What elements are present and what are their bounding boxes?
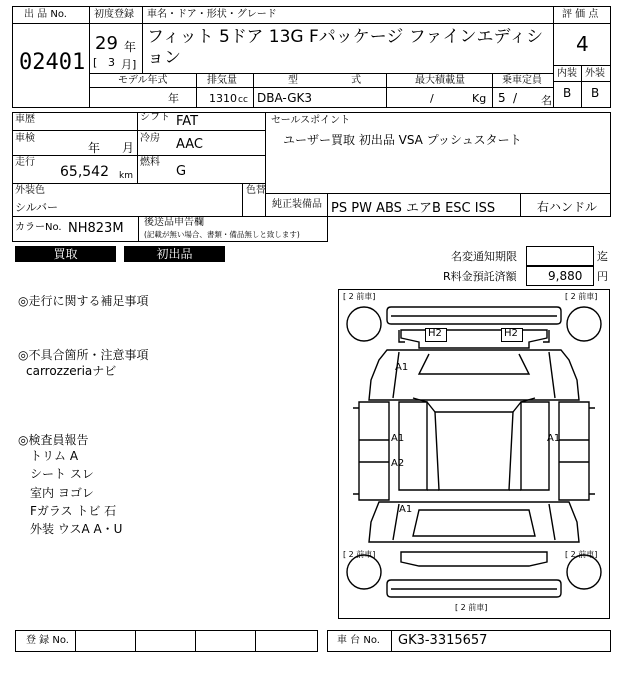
equip-label: 純正装備品 <box>272 199 322 210</box>
tag-first-listing: 初出品 <box>124 246 225 262</box>
insp-year-unit: 年 <box>88 141 101 155</box>
wheel-rear-right <box>567 555 601 589</box>
reg-no-label: 登 録 No. <box>26 635 69 646</box>
equip-div-1 <box>327 193 328 217</box>
capacity-unit: 名 <box>541 94 552 107</box>
name-change-label: 名変通知期限 <box>451 250 517 263</box>
right-body <box>559 402 589 500</box>
color-value: シルバー <box>15 201 58 214</box>
reg-month-open: [ <box>93 56 98 69</box>
insp-month-unit: 月 <box>122 141 135 155</box>
car-diagram-outline <box>339 290 609 618</box>
history-label: 車歴 <box>15 114 35 125</box>
reg-month-close: 月] <box>121 58 137 71</box>
corner-tag-top-left: [ 2 前車] <box>343 292 376 301</box>
name-change-unit: 迄 <box>597 250 608 263</box>
corner-tag-bottom-right: [ 2 前車] <box>565 550 598 559</box>
post-note: (記載が無い場合、書類・備品無しと致します) <box>144 230 300 239</box>
spec-div-3 <box>386 73 387 108</box>
reg-no-div-4 <box>255 630 256 652</box>
spec-div-1 <box>196 73 197 108</box>
corner-tag-bottom-left: [ 2 前車] <box>343 550 376 559</box>
drive-value: 右ハンドル <box>537 200 598 214</box>
color-change-label: 色替 <box>246 185 266 196</box>
displacement-value: 1310 <box>209 92 237 105</box>
first-reg-label-line <box>89 6 143 24</box>
damage-front-a1: A1 <box>395 362 409 373</box>
h2-right-label: H2 <box>504 328 518 339</box>
interior-grade: B <box>563 86 572 100</box>
damage-left-door-a1: A1 <box>391 433 405 444</box>
chassis-label: 車 台 No. <box>337 635 380 646</box>
model-year-unit: 年 <box>168 92 179 105</box>
recycle-label: R料金預託済額 <box>443 270 517 283</box>
roof <box>435 412 513 490</box>
mileage-unit: km <box>119 171 133 181</box>
damage-left-door-a2: A2 <box>391 458 405 469</box>
wheel-rear-left <box>347 555 381 589</box>
spec-div-4 <box>492 73 493 108</box>
lot-label: 出 品 No. <box>24 9 67 20</box>
ac-value: AAC <box>176 137 203 152</box>
sales-text: ユーザー買取 初出品 VSA プッシュスタート <box>283 133 522 147</box>
report-line: トリム A <box>30 449 79 463</box>
displacement-unit: cc <box>238 95 248 105</box>
fuel-value: G <box>176 164 187 179</box>
reg-no-div-3 <box>195 630 196 652</box>
left-body <box>359 402 389 500</box>
fuel-label: 燃料 <box>140 157 160 168</box>
load-unit: Kg <box>472 92 487 105</box>
ac-label: 冷房 <box>140 133 160 144</box>
score-label: 評 価 点 <box>562 9 599 20</box>
details-mid-hline-1 <box>137 130 266 131</box>
shift-label: シフト <box>140 112 170 123</box>
first-reg-label: 初度登録 <box>94 9 134 20</box>
recycle-amount: 9,880 <box>548 269 583 283</box>
defects-title: ◎不具合箇所・注意事項 <box>18 348 149 362</box>
h2-left-label: H2 <box>428 328 442 339</box>
load-label: 最大積載量 <box>415 75 465 86</box>
car-name-label: 車名・ドア・形状・グレード <box>147 9 277 20</box>
sales-label: セールスポイント <box>271 115 351 126</box>
damage-right-door-a1: A1 <box>547 433 561 444</box>
report-line: 室内 ヨゴレ <box>30 486 94 500</box>
corner-tag-bottom-mid: [ 2 前車] <box>455 603 488 612</box>
model-label: 型 式 <box>288 75 362 86</box>
cabin <box>399 402 427 490</box>
capacity-value: 5 <box>498 91 506 105</box>
chassis-label-div <box>391 630 392 652</box>
car-diagram <box>338 289 610 619</box>
color-change-div <box>242 183 243 217</box>
grade-grid-divider <box>581 65 582 108</box>
hood <box>369 350 579 400</box>
report-line: Fガラス トビ 石 <box>30 504 117 518</box>
chassis-number: GK3-3315657 <box>398 633 488 648</box>
spec-row-hline <box>89 87 554 88</box>
exterior-label: 外装 <box>585 68 605 79</box>
reg-year: 29 <box>95 33 118 54</box>
mileage-value: 65,542 <box>60 164 109 180</box>
recycle-unit: 円 <box>597 270 608 283</box>
color-no-label: カラーNo. <box>15 222 62 233</box>
spec-div-2 <box>253 73 254 108</box>
defects-text: carrozzeriaナビ <box>26 364 117 378</box>
equip-div-2 <box>520 193 521 217</box>
damage-rear-a1: A1 <box>399 504 413 515</box>
report-line: シート スレ <box>30 467 94 481</box>
model-year-label: モデル年式 <box>118 75 168 86</box>
reg-no-div-2 <box>135 630 136 652</box>
reg-year-unit: 年 <box>124 40 137 54</box>
details-mid-hline-2 <box>137 155 266 156</box>
car-name-label-line <box>142 6 554 24</box>
lot-number: 02401 <box>19 50 86 75</box>
car-name: フィット 5ドア 13G Fパッケージ ファインエディション <box>147 27 544 68</box>
reg-month: 3 <box>108 56 115 69</box>
inspection-label: 車検 <box>15 133 35 144</box>
report-line: 外装 ウスA A・U <box>30 522 123 536</box>
displacement-label: 排気量 <box>207 75 237 86</box>
model-code: DBA-GK3 <box>257 91 312 105</box>
corner-tag-top-right: [ 2 前車] <box>565 292 598 301</box>
exterior-grade: B <box>591 86 600 100</box>
capacity-label: 乗車定員 <box>502 75 542 86</box>
report-title: ◎検査員報告 <box>18 433 89 447</box>
reg-no-label-div <box>75 630 76 652</box>
mileage-label: 走行 <box>15 157 35 168</box>
details-hline-2 <box>12 155 138 156</box>
tag-purchase: 買取 <box>15 246 116 262</box>
interior-label: 内装 <box>557 68 577 79</box>
driving-notes-title: ◎走行に関する補足事項 <box>18 294 149 308</box>
post-label: 後送品申告欄 <box>144 217 204 228</box>
wheel-front-left <box>347 307 381 341</box>
rear-bumper <box>401 552 547 566</box>
color-label: 外装色 <box>15 185 45 196</box>
capacity-sep: / <box>513 91 518 105</box>
shift-value: FAT <box>176 114 199 129</box>
score-value: 4 <box>576 32 589 56</box>
color-no-value: NH823M <box>68 221 124 236</box>
grade-grid-hline <box>553 81 611 82</box>
name-change-box <box>526 246 594 266</box>
details-hline-1 <box>12 130 138 131</box>
wheel-front-right <box>567 307 601 341</box>
grille <box>401 330 547 348</box>
load-sep: / <box>430 92 434 105</box>
equipment-value: PS PW ABS エアB ESC ISS <box>331 201 496 216</box>
